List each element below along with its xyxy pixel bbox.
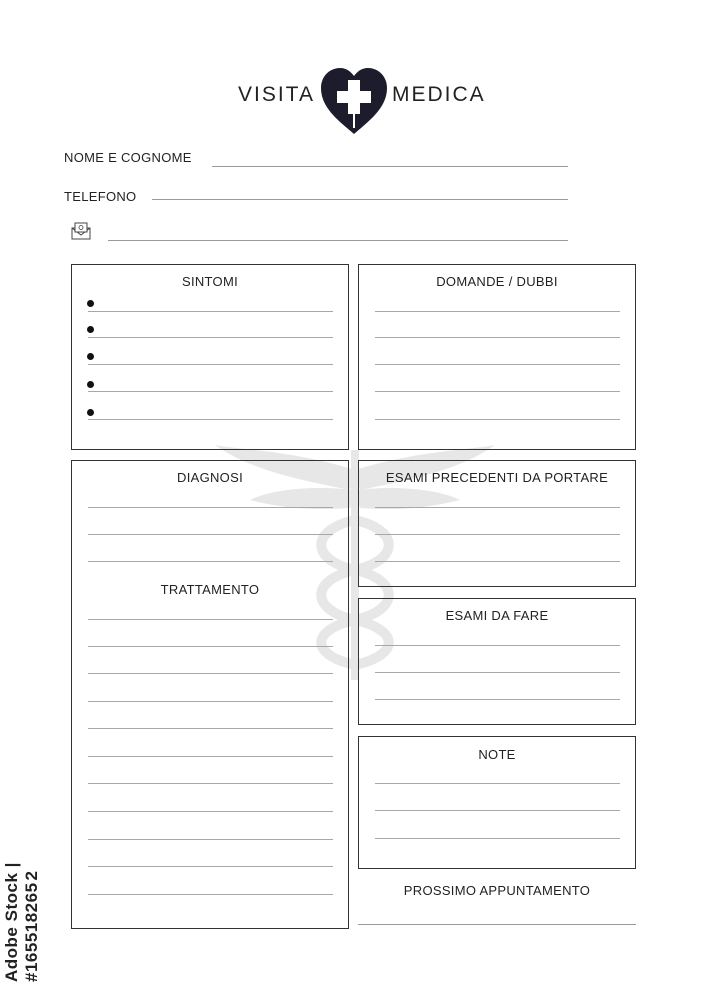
bullet [87, 409, 94, 416]
trattamento-line[interactable] [88, 811, 333, 812]
phone-label: TELEFONO [64, 189, 137, 204]
sintomi-line[interactable] [88, 364, 333, 365]
name-line[interactable] [212, 166, 568, 167]
trattamento-line[interactable] [88, 673, 333, 674]
heart-cross-icon [319, 66, 389, 136]
diagnosi-line[interactable] [88, 507, 333, 508]
diagnosi-line[interactable] [88, 561, 333, 562]
sintomi-line[interactable] [88, 419, 333, 420]
trattamento-line[interactable] [88, 894, 333, 895]
trattamento-line[interactable] [88, 701, 333, 702]
domande-line[interactable] [375, 391, 620, 392]
note-line[interactable] [375, 838, 620, 839]
sintomi-title: SINTOMI [181, 274, 239, 289]
trattamento-line[interactable] [88, 619, 333, 620]
sintomi-line[interactable] [88, 337, 333, 338]
sintomi-box [71, 264, 349, 450]
esami-da-fare-line[interactable] [375, 672, 620, 673]
esami-precedenti-title: ESAMI PRECEDENTI DA PORTARE [385, 470, 609, 485]
stock-id-label: Adobe Stock | #165518265 2 [2, 862, 41, 982]
domande-line[interactable] [375, 311, 620, 312]
trattamento-line[interactable] [88, 866, 333, 867]
phone-line[interactable] [152, 199, 568, 200]
esami-da-fare-title: ESAMI DA FARE [445, 608, 549, 623]
esami-precedenti-line[interactable] [375, 561, 620, 562]
esami-precedenti-line[interactable] [375, 507, 620, 508]
note-line[interactable] [375, 783, 620, 784]
title-visita: VISITA [238, 83, 315, 106]
trattamento-line[interactable] [88, 839, 333, 840]
domande-title: DOMANDE / DUBBI [436, 274, 558, 289]
email-line[interactable] [108, 240, 568, 241]
name-label: NOME E COGNOME [64, 150, 192, 165]
esami-precedenti-line[interactable] [375, 534, 620, 535]
bullet [87, 300, 94, 307]
sintomi-line[interactable] [88, 391, 333, 392]
esami-da-fare-line[interactable] [375, 645, 620, 646]
envelope-icon [71, 222, 91, 240]
esami-da-fare-line[interactable] [375, 699, 620, 700]
sintomi-line[interactable] [88, 311, 333, 312]
title-medica: MEDICA [392, 83, 486, 106]
domande-box [358, 264, 636, 450]
note-box [358, 736, 636, 869]
trattamento-line[interactable] [88, 646, 333, 647]
prossimo-line[interactable] [358, 924, 636, 925]
esami-da-fare-box [358, 598, 636, 725]
esami-precedenti-box [358, 460, 636, 587]
bullet [87, 326, 94, 333]
bullet [87, 353, 94, 360]
trattamento-line[interactable] [88, 728, 333, 729]
diagnosi-box [71, 460, 349, 929]
trattamento-title: TRATTAMENTO [160, 582, 260, 597]
domande-line[interactable] [375, 419, 620, 420]
bullet [87, 381, 94, 388]
domande-line[interactable] [375, 364, 620, 365]
trattamento-line[interactable] [88, 756, 333, 757]
diagnosi-title: DIAGNOSI [177, 470, 243, 485]
trattamento-line[interactable] [88, 783, 333, 784]
note-title: NOTE [478, 747, 516, 762]
note-line[interactable] [375, 810, 620, 811]
prossimo-title: PROSSIMO APPUNTAMENTO [403, 883, 591, 898]
domande-line[interactable] [375, 337, 620, 338]
diagnosi-line[interactable] [88, 534, 333, 535]
